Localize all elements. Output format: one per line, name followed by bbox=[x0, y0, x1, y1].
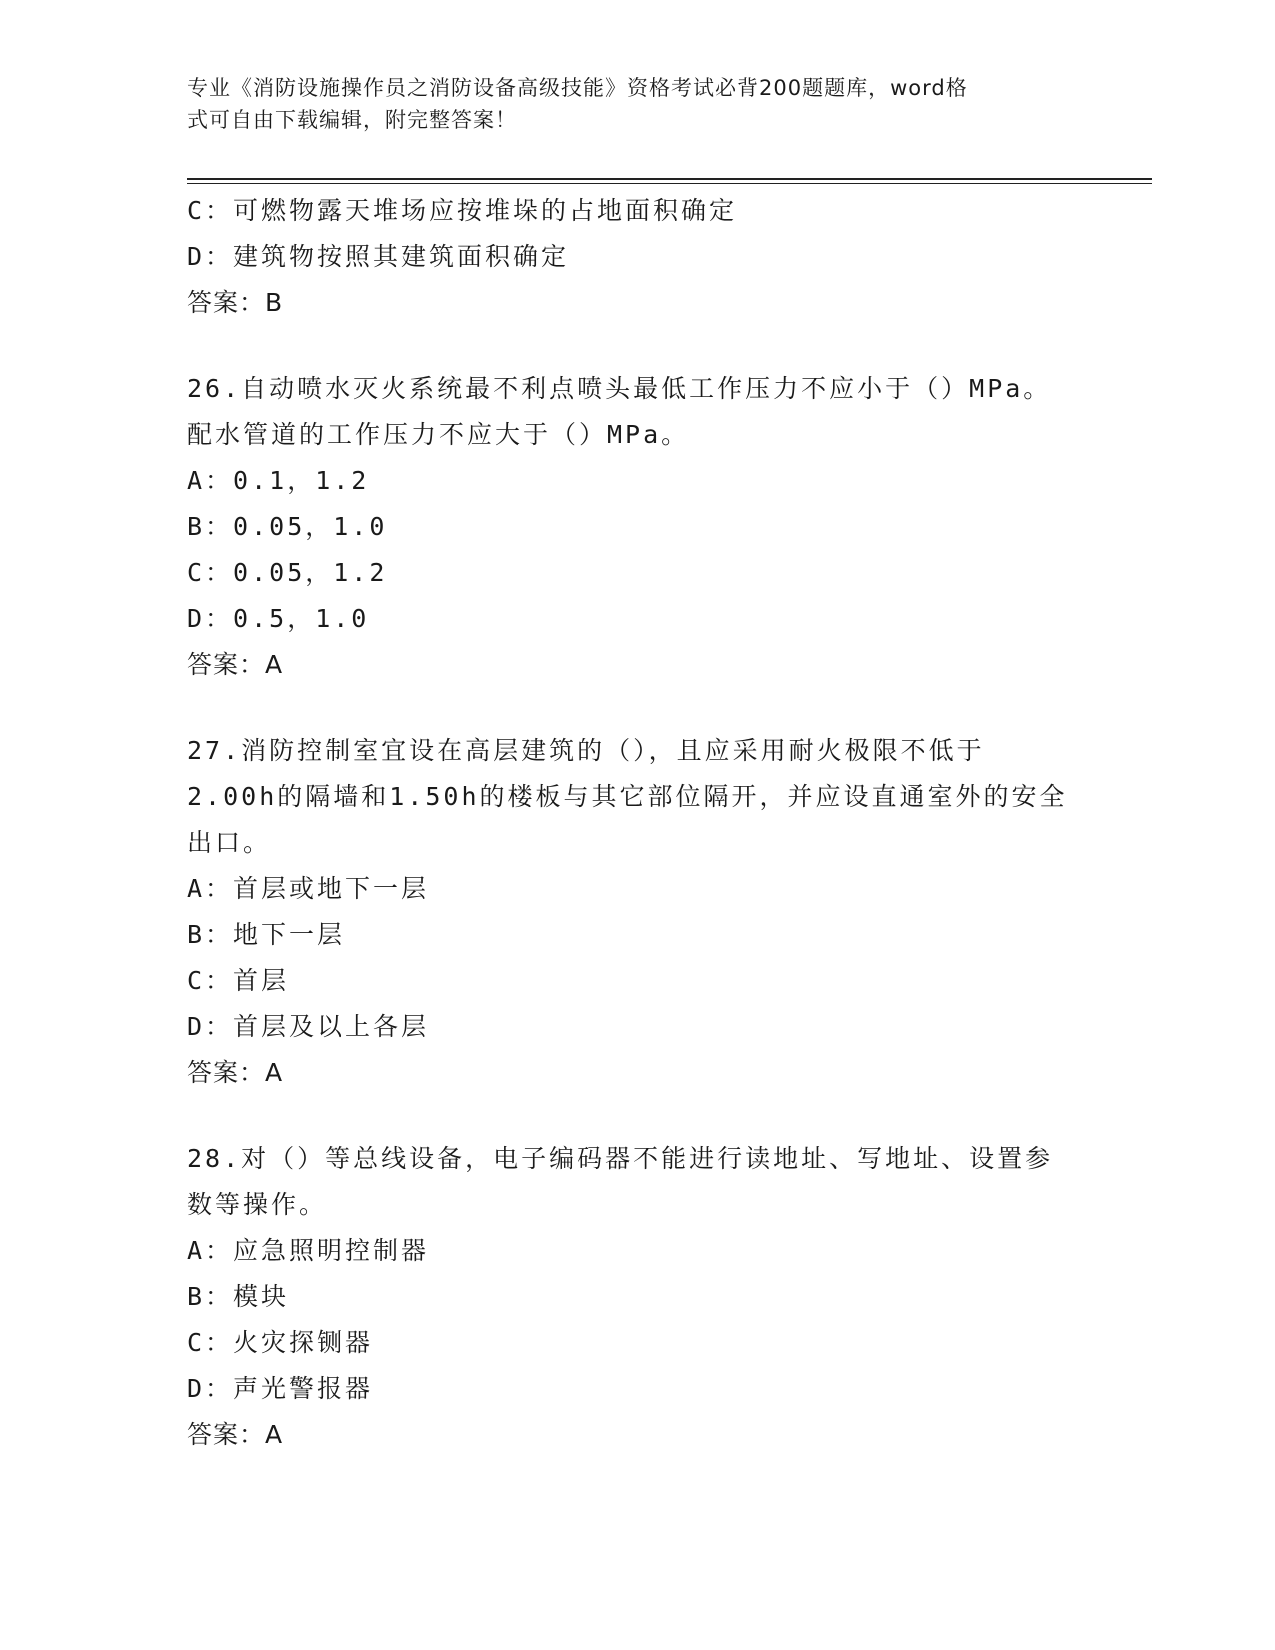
document-body bbox=[187, 188, 1087, 1458]
question-text: 27.消防控制室宜设在高层建筑的（），且应采用耐火极限不低于 bbox=[187, 736, 985, 765]
question-25-tail bbox=[187, 188, 1087, 326]
header-line-2: 式可自由下载编辑，附完整答案！ bbox=[187, 108, 517, 132]
question-27 bbox=[187, 728, 1087, 1096]
option-a: A：0.1，1.2 bbox=[187, 466, 370, 495]
spacer bbox=[187, 326, 1087, 366]
question-28 bbox=[187, 1136, 1087, 1458]
option-b: B：模块 bbox=[187, 1282, 290, 1311]
question-text: 出口。 bbox=[187, 828, 272, 857]
answer: 答案：A bbox=[187, 650, 284, 679]
question-text: 配水管道的工作压力不应大于（）MPa。 bbox=[187, 420, 690, 449]
option-c: C：首层 bbox=[187, 966, 290, 995]
answer: 答案：A bbox=[187, 1058, 284, 1087]
option-d: D：0.5，1.0 bbox=[187, 604, 370, 633]
question-text: 28.对（）等总线设备，电子编码器不能进行读地址、写地址、设置参 bbox=[187, 1144, 1054, 1173]
option-a: A：应急照明控制器 bbox=[187, 1236, 430, 1265]
header-line-1: 专业《消防设施操作员之消防设备高级技能》资格考试必背200题题库，word格 bbox=[187, 76, 968, 100]
question-text: 26.自动喷水灭火系统最不利点喷头最低工作压力不应小于（）MPa。 bbox=[187, 374, 1052, 403]
option-d: D：首层及以上各层 bbox=[187, 1012, 430, 1041]
option-b: B：地下一层 bbox=[187, 920, 346, 949]
document-header bbox=[187, 72, 1067, 136]
question-text: 2.00h的隔墙和1.50h的楼板与其它部位隔开，并应设直通室外的安全 bbox=[187, 782, 1068, 811]
question-26 bbox=[187, 366, 1087, 688]
option-c: C：火灾探铡器 bbox=[187, 1328, 374, 1357]
option-d: D：建筑物按照其建筑面积确定 bbox=[187, 242, 570, 271]
option-c: C：可燃物露天堆场应按堆垛的占地面积确定 bbox=[187, 196, 738, 225]
header-divider-thin bbox=[187, 183, 1152, 184]
answer: 答案：B bbox=[187, 288, 284, 317]
option-a: A：首层或地下一层 bbox=[187, 874, 430, 903]
option-d: D：声光警报器 bbox=[187, 1374, 374, 1403]
answer: 答案：A bbox=[187, 1420, 284, 1449]
option-b: B：0.05，1.0 bbox=[187, 512, 388, 541]
header-divider-thick bbox=[187, 178, 1152, 180]
spacer bbox=[187, 1096, 1087, 1136]
spacer bbox=[187, 688, 1087, 728]
option-c: C：0.05，1.2 bbox=[187, 558, 388, 587]
question-text: 数等操作。 bbox=[187, 1190, 328, 1219]
